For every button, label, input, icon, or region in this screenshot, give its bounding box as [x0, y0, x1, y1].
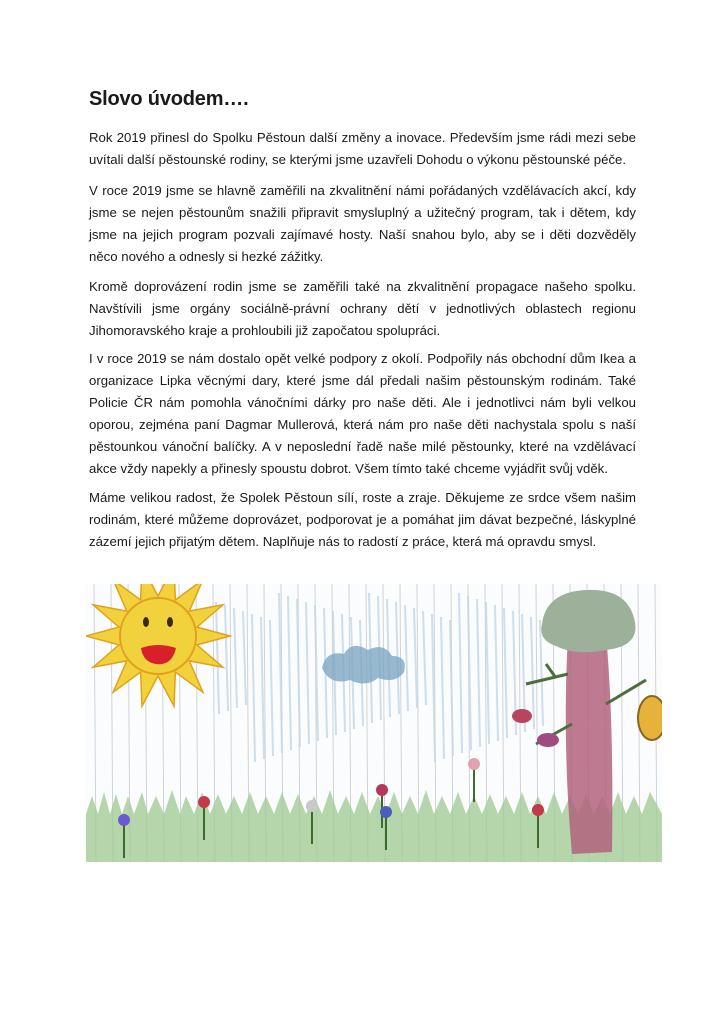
tree-trunk [566, 634, 613, 854]
bird-icon [512, 709, 532, 723]
drawing-canvas [86, 584, 662, 862]
tree-canopy [541, 590, 635, 652]
sun-eye-right [167, 617, 173, 627]
paragraph-promotion: Kromě doprovázení rodin jsme se zaměřili také na zkvalitnění propagace našeho spolku. Navštívili jsme orgány sociálně-právní ochrany dětí v jednotlivých oblastech regionu Jihomoravského kraje a prohloubili již započatou spolupráci. [89, 279, 636, 338]
bird-icon [537, 733, 559, 747]
beehive-icon [638, 696, 662, 740]
page-title: Slovo úvodem…. [89, 88, 249, 110]
paragraph-closing: Máme velikou radost, že Spolek Pěstoun sílí, roste a zraje. Děkujeme ze srdce všem našim rodinám, které můžeme doprovázet, podporovat je a pomáhat jim dávat bezpečné, láskyplné zázemí jejich přijatým dětem. Naplňuje nás to radostí z práce, která má opravdu smysl. [89, 490, 636, 549]
paragraph-support: I v roce 2019 se nám dostalo opět velké podpory z okolí. Podpořily nás obchodní dům Ikea a organizace Lipka věcnými dary, které jsme dál předali našim pěstounským rodinám. Také Policie ČR nám pomohla vánočními dárky pro naše děti. Ale i jednotlivci nám byli velkou oporou, zejména paní Dagmar Mullerová, která nám pro naše děti nachystala spolu s naší pěstounkou vánoční balíčky. A v neposlední řadě naše milé pěstounky, které na vzdělávací akce vždy napekly a přinesly spoustu dobrot. Všem tímto také chceme vyjádřit svůj vděk. [89, 351, 636, 476]
sun-eye-left [143, 617, 149, 627]
child-drawing [86, 584, 662, 862]
paragraph-education: V roce 2019 jsme se hlavně zaměřili na zkvalitnění námi pořádaných vzdělávacích akcí, kdy jsme se nejen pěstounům snažili připravit smysluplný a užitečný program, tak i dětem, kdy jsme na jejich program pozvali zajímavé hosty. Naší snahou bylo, aby se i děti dozvěděly něco nového a odnesly si hezké zážitky. [89, 183, 636, 264]
paragraph-intro: Rok 2019 přinesl do Spolku Pěstoun další změny a inovace. Především jsme rádi mezi sebe uvítali další pěstounské rodiny, se kterými jsme uzavřeli Dohodu o výkonu pěstounské péče. [89, 130, 636, 167]
